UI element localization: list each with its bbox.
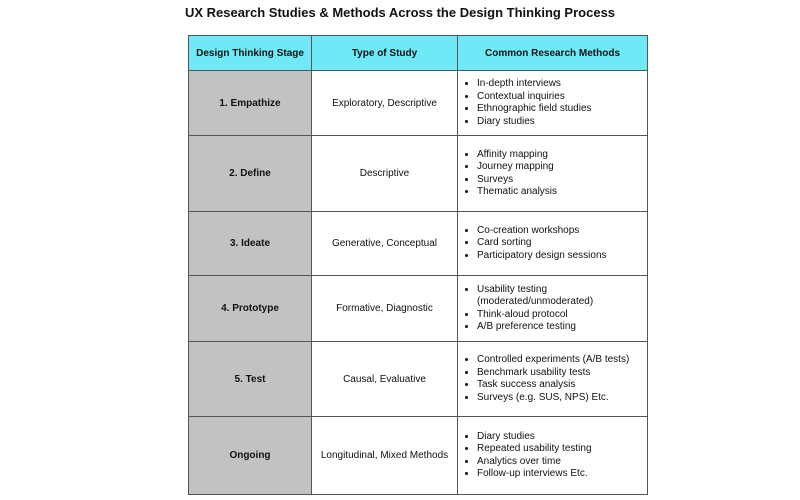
table-row <box>189 136 648 212</box>
list-item: • In-depth interviews <box>477 78 647 91</box>
list-item: • Journey mapping <box>477 161 647 174</box>
list-item: • Contextual inquiries <box>477 91 647 104</box>
list-item: • Benchmark usability tests <box>477 367 647 380</box>
column-header-stage: Design Thinking Stage <box>189 36 312 71</box>
table-header-row <box>189 36 648 71</box>
list-item: • Usability testing (moderated/unmoderated) <box>477 284 647 309</box>
study-type-cell: Causal, Evaluative <box>312 342 458 417</box>
methods-list <box>458 354 647 404</box>
methods-list <box>458 284 647 334</box>
methods-cell <box>458 276 648 342</box>
list-item: • Think-aloud protocol <box>477 309 647 322</box>
list-item: • Card sorting <box>477 237 647 250</box>
study-type-cell: Exploratory, Descriptive <box>312 71 458 136</box>
stage-cell: 5. Test <box>189 342 312 417</box>
stage-cell: 4. Prototype <box>189 276 312 342</box>
list-item: • Co-creation workshops <box>477 225 647 238</box>
methods-list <box>458 78 647 128</box>
list-item: • Surveys <box>477 174 647 187</box>
methods-list <box>458 225 647 263</box>
stage-cell: Ongoing <box>189 417 312 495</box>
stage-cell: 2. Define <box>189 136 312 212</box>
list-item: • A/B preference testing <box>477 321 647 334</box>
list-item: • Affinity mapping <box>477 149 647 162</box>
study-type-cell: Longitudinal, Mixed Methods <box>312 417 458 495</box>
study-type-cell: Descriptive <box>312 136 458 212</box>
methods-cell <box>458 417 648 495</box>
list-item: • Follow-up interviews Etc. <box>477 468 647 481</box>
list-item: • Repeated usability testing <box>477 443 647 456</box>
page-title: UX Research Studies & Methods Across the Design Thinking Process <box>184 5 616 20</box>
column-header-type: Type of Study <box>312 36 458 71</box>
list-item: • Diary studies <box>477 116 647 129</box>
table-row <box>189 71 648 136</box>
stage-cell: 1. Empathize <box>189 71 312 136</box>
methods-cell <box>458 136 648 212</box>
column-header-methods: Common Research Methods <box>458 36 648 71</box>
methods-cell <box>458 71 648 136</box>
list-item: • Participatory design sessions <box>477 250 647 263</box>
list-item: • Controlled experiments (A/B tests) <box>477 354 647 367</box>
methods-cell <box>458 212 648 276</box>
table-row <box>189 276 648 342</box>
methods-list <box>458 431 647 481</box>
list-item: • Task success analysis <box>477 379 647 392</box>
list-item: • Analytics over time <box>477 456 647 469</box>
list-item: • Ethnographic field studies <box>477 103 647 116</box>
list-item: • Diary studies <box>477 431 647 444</box>
methods-list <box>458 149 647 199</box>
methods-cell <box>458 342 648 417</box>
study-type-cell: Formative, Diagnostic <box>312 276 458 342</box>
study-type-cell: Generative, Conceptual <box>312 212 458 276</box>
table-row <box>189 212 648 276</box>
stage-cell: 3. Ideate <box>189 212 312 276</box>
table-row <box>189 342 648 417</box>
research-methods-table <box>188 35 648 495</box>
list-item: • Thematic analysis <box>477 186 647 199</box>
table-row <box>189 417 648 495</box>
list-item: • Surveys (e.g. SUS, NPS) Etc. <box>477 392 647 405</box>
